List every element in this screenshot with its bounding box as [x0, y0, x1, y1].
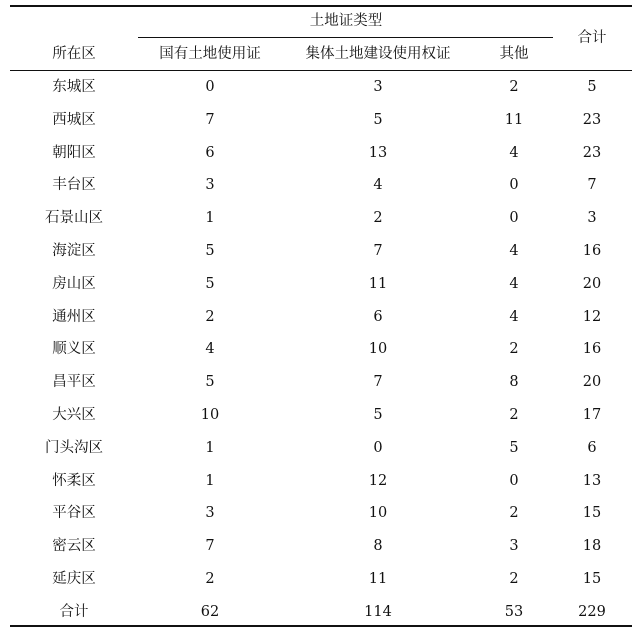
cell-state-owned: 4	[205, 341, 215, 358]
header-collective: 集体土地建设使用权证	[305, 45, 451, 62]
cell-district: 通州区	[52, 308, 96, 325]
cell-other: 2	[509, 406, 519, 423]
cell-state-owned: 7	[205, 111, 215, 128]
cell-state-owned: 5	[205, 275, 215, 292]
header-other: 其他	[499, 45, 529, 62]
cell-collective: 13	[368, 144, 388, 161]
cell-collective: 2	[373, 209, 383, 226]
cell-total: 3	[587, 209, 597, 226]
cell-collective: 4	[373, 177, 383, 194]
cell-district: 海淀区	[52, 242, 96, 259]
cell-state-owned: 3	[205, 177, 215, 194]
cell-total: 13	[582, 472, 602, 489]
cell-other: 0	[509, 472, 519, 489]
cell-state-owned: 1	[205, 439, 215, 456]
cell-other: 2	[509, 505, 519, 522]
cell-total: 229	[578, 603, 606, 620]
cell-state-owned: 1	[205, 209, 215, 226]
cell-total: 23	[582, 144, 602, 161]
cell-other: 3	[509, 537, 519, 554]
cell-district: 怀柔区	[52, 472, 96, 489]
cell-district: 合计	[59, 603, 89, 620]
cell-state-owned: 62	[200, 603, 220, 620]
cell-total: 15	[582, 505, 602, 522]
group-header-rule	[138, 37, 553, 38]
cell-other: 11	[504, 111, 524, 128]
cell-total: 20	[582, 275, 602, 292]
cell-state-owned: 2	[205, 570, 215, 587]
cell-other: 4	[509, 308, 519, 325]
table-top-rule	[10, 5, 632, 7]
cell-collective: 5	[373, 111, 383, 128]
cell-total: 7	[587, 177, 597, 194]
cell-state-owned: 3	[205, 505, 215, 522]
header-certificate-type-group: 土地证类型	[309, 12, 383, 29]
cell-district: 门头沟区	[45, 439, 103, 456]
cell-state-owned: 6	[205, 144, 215, 161]
cell-total: 5	[587, 78, 597, 95]
cell-collective: 8	[373, 537, 383, 554]
cell-district: 丰台区	[52, 177, 96, 194]
cell-other: 8	[509, 373, 519, 390]
cell-total: 17	[582, 406, 602, 423]
cell-total: 20	[582, 373, 602, 390]
cell-collective: 7	[373, 373, 383, 390]
cell-collective: 10	[368, 505, 388, 522]
cell-total: 16	[582, 341, 602, 358]
cell-collective: 0	[373, 439, 383, 456]
cell-collective: 10	[368, 341, 388, 358]
cell-collective: 11	[368, 275, 388, 292]
table-bottom-rule	[10, 625, 632, 627]
cell-district: 房山区	[52, 275, 96, 292]
cell-state-owned: 5	[205, 242, 215, 259]
cell-district: 密云区	[52, 537, 96, 554]
cell-state-owned: 10	[200, 406, 220, 423]
cell-district: 东城区	[52, 78, 96, 95]
cell-district: 昌平区	[52, 373, 96, 390]
cell-district: 西城区	[52, 111, 96, 128]
cell-other: 53	[504, 603, 524, 620]
cell-state-owned: 7	[205, 537, 215, 554]
cell-other: 4	[509, 275, 519, 292]
cell-total: 12	[582, 308, 602, 325]
cell-district: 平谷区	[52, 505, 96, 522]
cell-district: 石景山区	[45, 209, 103, 226]
cell-state-owned: 5	[205, 373, 215, 390]
cell-total: 6	[587, 439, 597, 456]
cell-district: 延庆区	[52, 570, 96, 587]
cell-other: 2	[509, 341, 519, 358]
cell-district: 朝阳区	[52, 144, 96, 161]
cell-district: 顺义区	[52, 341, 96, 358]
header-total: 合计	[577, 29, 607, 46]
cell-collective: 3	[373, 78, 383, 95]
cell-total: 16	[582, 242, 602, 259]
cell-state-owned: 0	[205, 78, 215, 95]
cell-collective: 5	[373, 406, 383, 423]
cell-other: 4	[509, 144, 519, 161]
cell-other: 5	[509, 439, 519, 456]
cell-total: 18	[582, 537, 602, 554]
header-state-owned: 国有土地使用证	[159, 45, 261, 62]
header-bottom-rule	[10, 70, 632, 71]
cell-other: 2	[509, 570, 519, 587]
cell-other: 4	[509, 242, 519, 259]
header-district: 所在区	[52, 45, 96, 62]
cell-collective: 114	[364, 603, 392, 620]
cell-collective: 12	[368, 472, 388, 489]
cell-collective: 11	[368, 570, 388, 587]
cell-total: 15	[582, 570, 602, 587]
cell-collective: 6	[373, 308, 383, 325]
cell-other: 0	[509, 177, 519, 194]
cell-state-owned: 2	[205, 308, 215, 325]
cell-total: 23	[582, 111, 602, 128]
cell-collective: 7	[373, 242, 383, 259]
cell-other: 0	[509, 209, 519, 226]
cell-state-owned: 1	[205, 472, 215, 489]
cell-district: 大兴区	[52, 406, 96, 423]
cell-other: 2	[509, 78, 519, 95]
